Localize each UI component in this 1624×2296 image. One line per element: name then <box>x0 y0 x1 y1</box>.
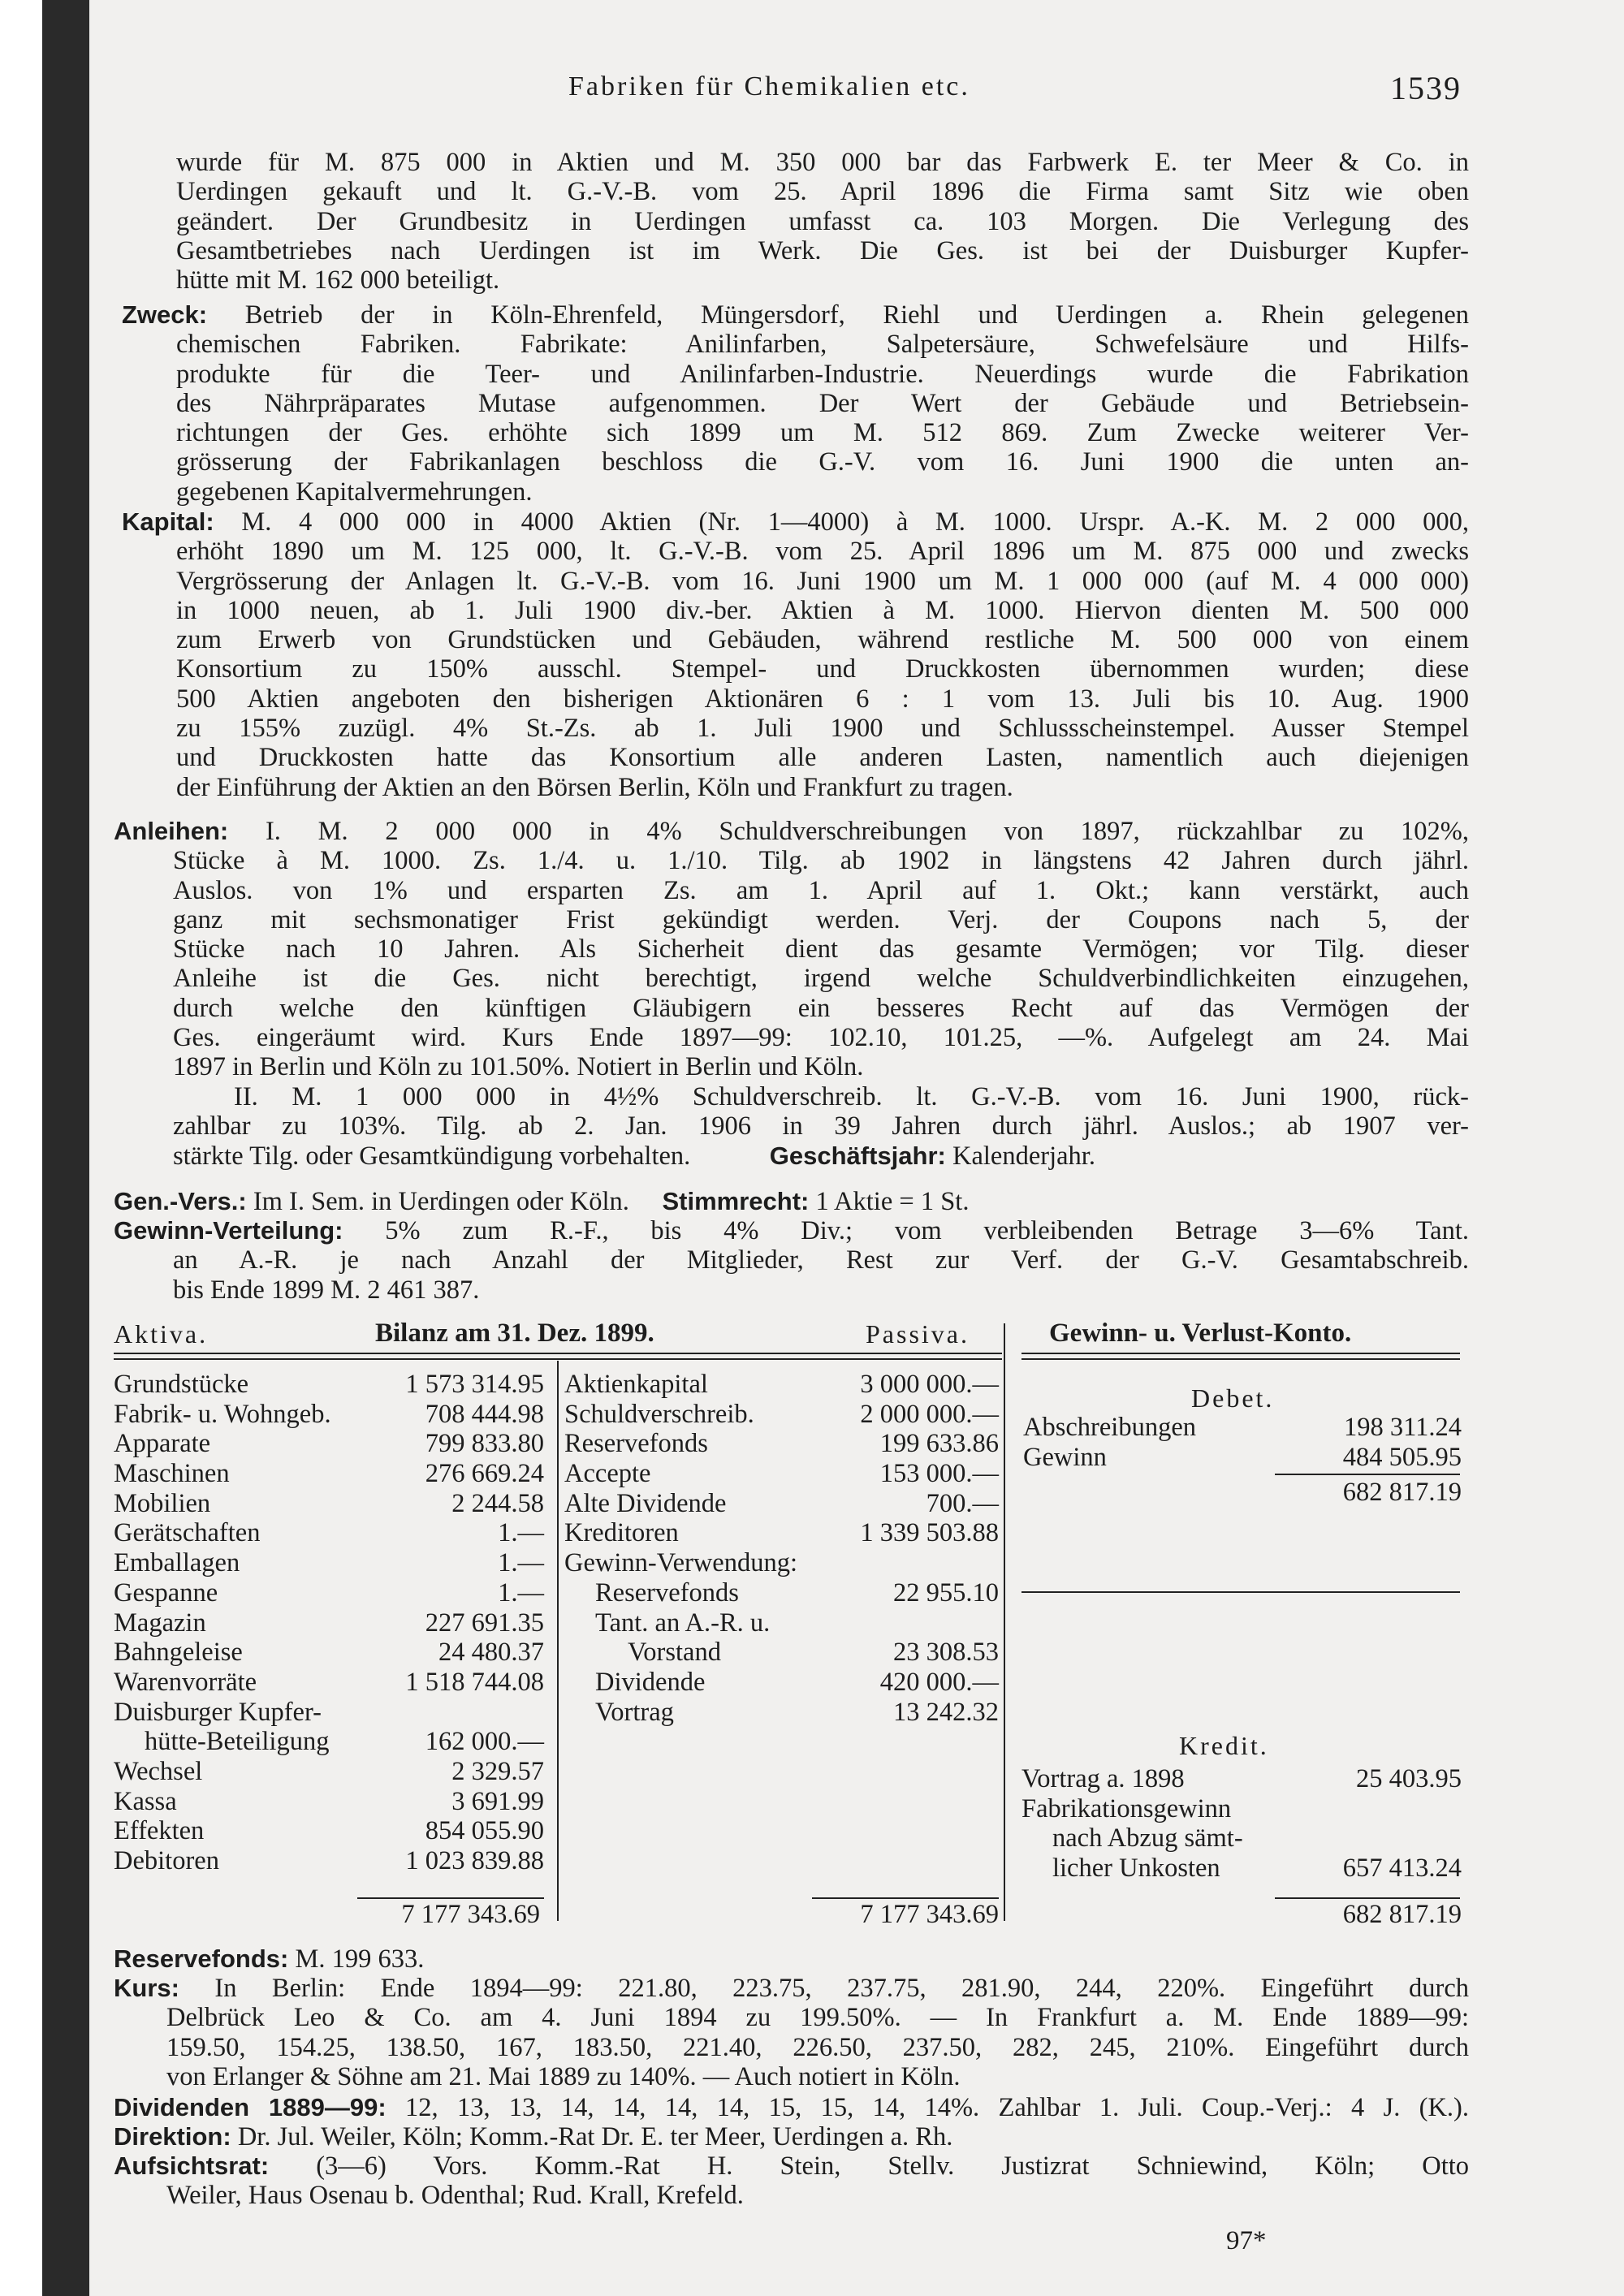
kapital-body <box>176 537 1469 802</box>
dividenden-section <box>114 2093 1469 2122</box>
table-row: Gerätschaften 1.— <box>114 1518 544 1548</box>
table-row: Kreditoren 1 339 503.88 <box>564 1518 999 1548</box>
table-row: Dividende 420 000.— <box>595 1667 999 1697</box>
aufsichtsrat-body <box>166 2181 1469 2210</box>
table-row: Schuldverschreib. 2 000 000.— <box>564 1399 999 1429</box>
kredit-total: 682 817.19 <box>1342 1900 1462 1929</box>
page-number: 1539 <box>1390 70 1462 106</box>
text-line: Aufsichtsrat: (3—6) Vors. Komm.-Rat H. Stein, Stellv. Justizrat Schniewind, Köln; Otto <box>114 2151 1470 2181</box>
text-line: richtungen der Ges. erhöhte sich 1899 um M. 512 869. Zum Zwecke weiterer Ver- <box>176 418 1469 448</box>
table-row: Debitoren 1 023 839.88 <box>114 1846 544 1875</box>
text-line: ganz mit sechsmonatiger Frist gekündigt werden. Verj. der Coupons nach 5, der <box>173 904 1469 934</box>
table-row: Abschreibungen 198 311.24 <box>1023 1413 1462 1442</box>
text-line: wurde für M. 875 000 in Aktien und M. 350 000 bar das Farbwerk E. ter Meer & Co. in <box>176 148 1469 177</box>
text-line: 1897 in Berlin und Köln zu 101.50%. Notiert in Berlin und Köln. <box>173 1052 864 1082</box>
debet-total: 682 817.19 <box>1342 1478 1462 1507</box>
text-line: Ges. eingeräumt wird. Kurs Ende 1897—99: 102.10, 101.25, —%. Aufgelegt am 24. Mai <box>173 1023 1469 1053</box>
text-line: stärkte Tilg. oder Gesamtkündigung vorbehalten. Geschäftsjahr: Kalenderjahr. <box>173 1141 1095 1171</box>
section-label: Stimmrecht: <box>662 1187 810 1215</box>
text-line: der Einführung der Aktien an den Börsen Berlin, Köln und Frankfurt zu tragen. <box>176 772 1013 802</box>
table-row: Emballagen 1.— <box>114 1548 544 1578</box>
guv-separator-rule <box>1021 1591 1460 1593</box>
sum-rule <box>812 1897 999 1899</box>
text-line: Uerdingen gekauft und lt. G.-V.-B. vom 25. April 1896 die Firma samt Sitz wie oben <box>176 177 1469 207</box>
table-row: Bahngeleise 24 480.37 <box>114 1638 544 1668</box>
text-line: 500 Aktien angeboten den bisherigen Aktionären 6 : 1 vom 13. Juli bis 10. Aug. 1900 <box>176 684 1469 714</box>
text-line: Gesamtbetriebes nach Uerdingen ist im Werk. Die Ges. ist bei der Duisburger Kupfer- <box>176 235 1469 265</box>
table-row: Fabrikationsgewinn <box>1021 1793 1232 1823</box>
sum-rule <box>1275 1474 1460 1475</box>
section-label: Gewinn-Verteilung: <box>114 1216 343 1245</box>
text-line: Stücke à M. 1000. Zs. 1./4. u. 1./10. Tilg. ab 1902 in längstens 42 Jahren durch jährl. <box>173 846 1469 876</box>
aktiva-label: Aktiva. <box>114 1319 209 1349</box>
text-line: Anleihen: I. M. 2 000 000 in 4% Schuldverschreibungen von 1897, rückzahlbar zu 102%, <box>114 817 1470 846</box>
column-divider <box>1004 1323 1005 1921</box>
text-line: produkte für die Teer- und Anilinfarben-Industrie. Neuerdings wurde die Fabrikation <box>176 359 1469 389</box>
zweck-body <box>176 330 1469 507</box>
text-line: Delbrück Leo & Co. am 4. Juni 1894 zu 199.50%. — In Frankfurt a. M. Ende 1889—99: <box>166 2003 1469 2033</box>
zweck-section <box>122 300 1469 330</box>
aktiva-total: 7 177 343.69 <box>401 1900 540 1929</box>
table-row: Accepte 153 000.— <box>564 1459 999 1489</box>
text-line: zum Erwerb von Grundstücken und Gebäuden, während restliche M. 500 000 von einem <box>176 625 1469 655</box>
text-line: des Nährpräparates Mutase aufgenommen. Der Wert der Gebäude und Betriebsein- <box>176 388 1469 418</box>
gewinn-verteilung-section <box>114 1216 1469 1245</box>
table-row: Vorstand 23 308.53 <box>628 1638 999 1668</box>
guv-title: Gewinn- u. Verlust-Konto. <box>1049 1318 1352 1348</box>
gewinn-verteilung-body <box>173 1245 1469 1305</box>
text-line: Gewinn-Verteilung: 5% zum R.-F., bis 4% Div.; vom verbleibenden Betrage 3—6% Tant. <box>114 1216 1470 1245</box>
text-line: Kurs: In Berlin: Ende 1894—99: 221.80, 223.75, 237.75, 281.90, 244, 220%. Eingeführt durch <box>114 1974 1470 2003</box>
text-line: Direktion: Dr. Jul. Weiler, Köln; Komm.-Rat Dr. E. ter Meer, Uerdingen a. Rh. <box>114 2122 953 2151</box>
table-row: Vortrag a. 1898 25 403.95 <box>1021 1764 1462 1793</box>
table-row: Gespanne 1.— <box>114 1577 544 1608</box>
section-label: Aufsichtsrat: <box>114 2151 270 2180</box>
table-row: Reservefonds 199 633.86 <box>564 1429 999 1459</box>
table-row: Kassa 3 691.99 <box>114 1786 544 1816</box>
text-line: Konsortium zu 150% ausschl. Stempel- und Druckkosten übernommen wurden; diese <box>176 654 1469 684</box>
book-binding-edge <box>42 0 89 2296</box>
text-line: Anleihe ist die Ges. nicht berechtigt, irgend welche Schuldverbindlichkeiten einzugehen, <box>173 964 1469 994</box>
text-line: an A.-R. je nach Anzahl der Mitglieder, Rest zur Verf. der G.-V. Gesamtabschreib. <box>173 1245 1469 1275</box>
anleihen-body <box>173 846 1469 1081</box>
table-row: Duisburger Kupfer- <box>114 1697 322 1727</box>
debet-label: Debet. <box>1191 1383 1275 1413</box>
table-row: Mobilien 2 244.58 <box>114 1488 544 1518</box>
debet-list <box>1023 1413 1462 1472</box>
section-label: Dividenden 1889—99: <box>114 2093 387 2121</box>
table-row: Alte Dividende 700.— <box>564 1488 999 1518</box>
kredit-list <box>1021 1764 1462 1884</box>
text-line: hütte mit M. 162 000 beteiligt. <box>176 265 500 296</box>
kapital-section <box>122 507 1469 537</box>
direktion-section <box>114 2122 1469 2151</box>
table-row: Tant. an A.-R. u. <box>595 1608 771 1638</box>
sum-rule <box>357 1897 544 1899</box>
kredit-label: Kredit. <box>1179 1731 1269 1760</box>
table-row: Reservefonds 22 955.10 <box>595 1577 999 1608</box>
text-line: erhöht 1890 um M. 125 000, lt. G.-V.-B. vom 25. April 1896 um M. 875 000 und zwecks <box>176 537 1469 567</box>
intro-paragraph <box>176 148 1469 295</box>
text-line: Reservefonds: M. 199 633. <box>114 1944 425 1974</box>
text-line: in 1000 neuen, ab 1. Juli 1900 div.-ber. Aktien à M. 1000. Hiervon dienten M. 500 000 <box>176 595 1469 625</box>
column-divider <box>557 1361 559 1921</box>
text-line: von Erlanger & Söhne am 21. Mai 1889 zu 140%. — Auch notiert in Köln. <box>166 2061 961 2091</box>
text-line: Auslos. von 1% und ersparten Zs. am 1. April auf 1. Okt.; kann verstärkt, auch <box>173 875 1469 905</box>
text-line: Gen.-Vers.: Im I. Sem. in Uerdingen oder Köln. Stimmrecht: 1 Aktie = 1 St. <box>114 1187 970 1216</box>
text-line: chemischen Fabriken. Fabrikate: Anilinfarben, Salpetersäure, Schwefelsäure und Hilfs- <box>176 330 1469 360</box>
text-line: Zweck: Betrieb der in Köln-Ehrenfeld, Müngersdorf, Riehl und Uerdingen a. Rhein gelegenen <box>122 300 1470 330</box>
table-row: Magazin 227 691.35 <box>114 1608 544 1638</box>
table-row: Grundstücke 1 573 314.95 <box>114 1370 544 1399</box>
aufsichtsrat-section <box>114 2151 1469 2181</box>
table-top-rule <box>114 1358 1002 1360</box>
text-line: zu 155% zuzügl. 4% St.-Zs. ab 1. Juli 1900 und Schlussscheinstempel. Ausser Stempel <box>176 714 1469 744</box>
table-row: Effekten 854 055.90 <box>114 1816 544 1846</box>
anleihen-ii <box>173 1082 1469 1171</box>
passiva-list <box>564 1370 999 1727</box>
section-label: Reservefonds: <box>114 1944 289 1973</box>
table-row: Wechsel 2 329.57 <box>114 1756 544 1786</box>
kurs-body <box>166 2003 1469 2091</box>
footer-signature: 97* <box>1226 2226 1267 2255</box>
section-label: Geschäftsjahr: <box>769 1141 946 1170</box>
text-line: Stücke nach 10 Jahren. Als Sicherheit dient das gesamte Vermögen; vor Tilg. dieser <box>173 934 1469 965</box>
text-line: Vergrösserung der Anlagen lt. G.-V.-B. vom 16. Juni 1900 um M. 1 000 000 (auf M. 4 000 000) <box>176 566 1469 596</box>
text-line: 159.50, 154.25, 138.50, 167, 183.50, 221.40, 226.50, 237.50, 282, 245, 210%. Eingeführt durch <box>166 2032 1469 2062</box>
sum-rule <box>1275 1897 1460 1899</box>
table-row: nach Abzug sämt- <box>1052 1823 1243 1854</box>
table-row: Warenvorräte 1 518 744.08 <box>114 1667 544 1697</box>
passiva-total: 7 177 343.69 <box>860 1900 999 1929</box>
anleihen-section <box>114 817 1469 846</box>
text-line: geändert. Der Grundbesitz in Uerdingen umfasst ca. 103 Morgen. Die Verlegung des <box>176 206 1469 236</box>
section-label: Direktion: <box>114 2122 231 2151</box>
text-line: Dividenden 1889—99: 12, 13, 13, 14, 14, 14, 14, 15, 15, 14, 14%. Zahlbar 1. Juli. Coup.-Verj.: 4 J. (K.). <box>114 2093 1470 2122</box>
section-label: Anleihen: <box>114 817 229 845</box>
table-row: Apparate 799 833.80 <box>114 1429 544 1459</box>
table-row: Aktienkapital 3 000 000.— <box>564 1370 999 1399</box>
text-line: durch welche den künftigen Gläubigern ein besseres Recht auf das Vermögen der <box>173 993 1469 1023</box>
text-line: II. M. 1 000 000 in 4½% Schuldverschreib. lt. G.-V.-B. vom 16. Juni 1900, rück- <box>234 1082 1469 1111</box>
reservefonds-section <box>114 1944 1469 1974</box>
text-line: bis Ende 1899 M. 2 461 387. <box>173 1275 480 1305</box>
table-row: licher Unkosten 657 413.24 <box>1052 1854 1462 1884</box>
kurs-section <box>114 1974 1469 2003</box>
text-line: gegebenen Kapitalvermehrungen. <box>176 477 533 507</box>
table-top-rule <box>114 1353 1002 1354</box>
running-header: Fabriken für Chemikalien etc. <box>568 71 970 101</box>
aktiva-list <box>114 1370 544 1876</box>
section-label: Gen.-Vers.: <box>114 1187 247 1215</box>
passiva-label: Passiva. <box>866 1319 970 1349</box>
section-label: Kapital: <box>122 507 214 536</box>
section-label: Kurs: <box>114 1974 179 2002</box>
text-line: Weiler, Haus Osenau b. Odenthal; Rud. Krall, Krefeld. <box>166 2181 744 2211</box>
section-label: Zweck: <box>122 300 208 329</box>
table-row: Vortrag 13 242.32 <box>595 1697 999 1727</box>
table-row: hütte-Beteiligung 162 000.— <box>145 1727 544 1757</box>
guv-top-rule <box>1021 1358 1460 1360</box>
table-row: Gewinn 484 505.95 <box>1023 1442 1462 1472</box>
text-line: und Druckkosten hatte das Konsortium alle anderen Lasten, namentlich auch diejenigen <box>176 743 1469 773</box>
table-row: Gewinn-Verwendung: <box>564 1548 798 1578</box>
text-line: zahlbar zu 103%. Tilg. ab 2. Jan. 1906 in 39 Jahren durch jährl. Auslos.; ab 1907 ver- <box>173 1111 1469 1142</box>
guv-top-rule <box>1021 1353 1460 1354</box>
text-line: grösserung der Fabrikanlagen beschloss die G.-V. vom 16. Juni 1900 die unten an- <box>176 447 1469 477</box>
table-row: Maschinen 276 669.24 <box>114 1459 544 1489</box>
table-row: Fabrik- u. Wohngeb. 708 444.98 <box>114 1399 544 1429</box>
gen-vers-section <box>114 1187 1469 1216</box>
bilanz-title: Bilanz am 31. Dez. 1899. <box>375 1318 654 1348</box>
text-line: Kapital: M. 4 000 000 in 4000 Aktien (Nr. 1—4000) à M. 1000. Urspr. A.-K. M. 2 000 000, <box>122 507 1469 537</box>
